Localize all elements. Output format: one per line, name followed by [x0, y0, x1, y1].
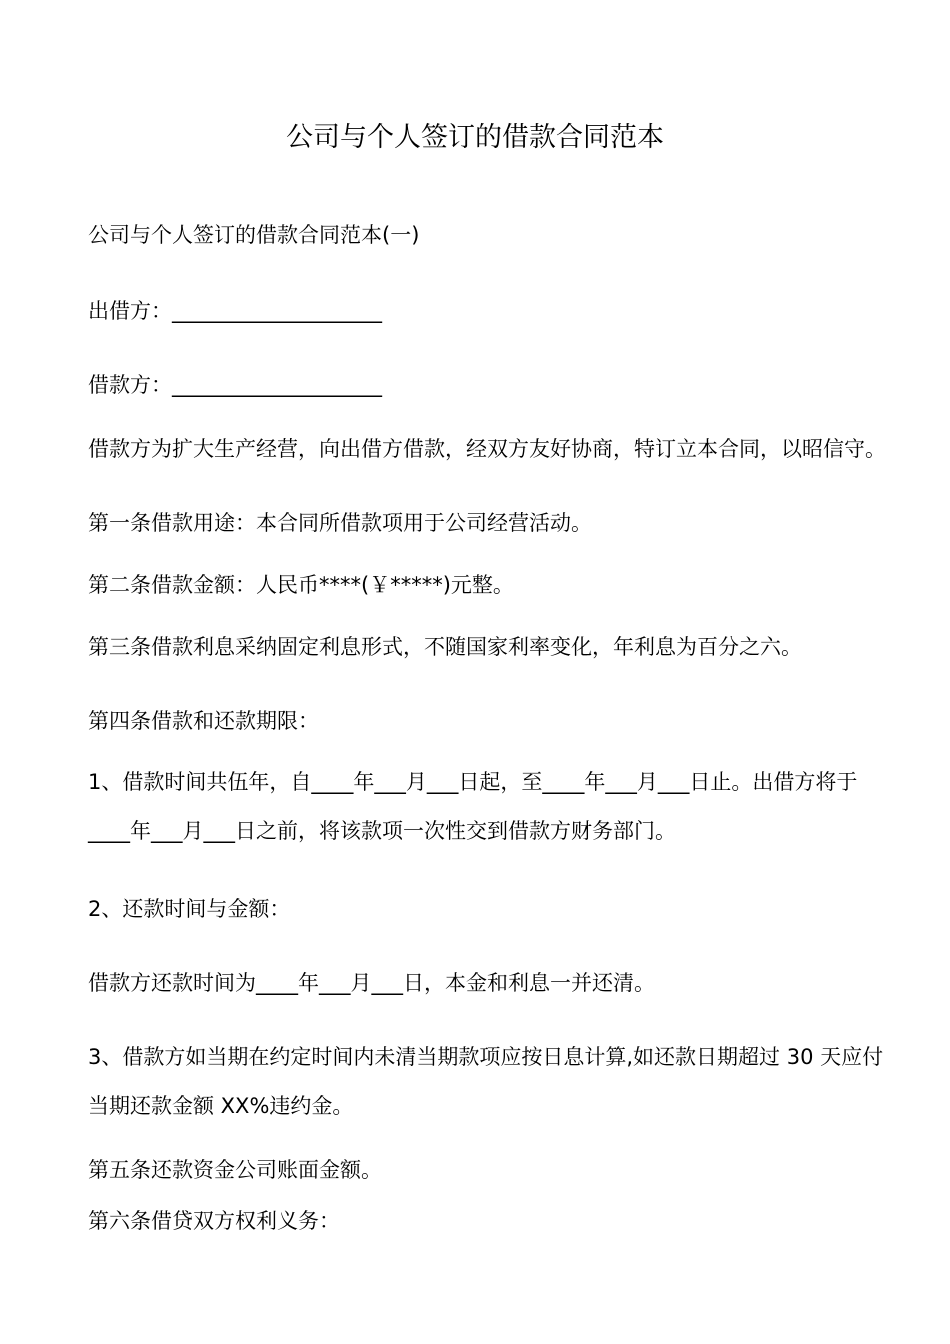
- article-6: 第六条借贷双方权利义务：: [88, 1209, 340, 1233]
- article-4-item-2: 2、还款时间与金额：: [88, 897, 291, 921]
- article-1: 第一条借款用途：本合同所借款项用于公司经营活动。: [88, 511, 592, 535]
- document-title: 公司与个人签订的借款合同范本: [286, 122, 664, 153]
- article-2: 第二条借款金额：人民币****(￥*****)元整。: [88, 573, 514, 597]
- document-subtitle: 公司与个人签订的借款合同范本(一): [88, 223, 420, 247]
- lender-line: 出借方：____________________: [88, 299, 382, 323]
- borrower-line: 借款方：____________________: [88, 373, 382, 397]
- article-4: 第四条借款和还款期限：: [88, 709, 319, 733]
- article-3: 第三条借款利息采纳固定利息形式，不随国家利率变化，年利息为百分之六。: [88, 635, 802, 659]
- repayment-time: 借款方还款时间为____年___月___日，本金和利息一并还清。: [88, 971, 655, 995]
- article-5: 第五条还款资金公司账面金额。: [88, 1158, 382, 1182]
- preamble-paragraph: 借款方为扩大生产经营，向出借方借款，经双方友好协商，特订立本合同，以昭信守。: [88, 437, 886, 461]
- article-4-item-1: 1、借款时间共伍年，自____年___月___日起，至____年___月___日止。出借方将于____年___月___日之前，将该款项一次性交到借款方财务部门。: [88, 770, 858, 843]
- article-4-item-3: 3、借款方如当期在约定时间内未清当期款项应按日息计算,如还款日期超过 30 天应付当期还款金额 XX%违约金。: [88, 1045, 884, 1118]
